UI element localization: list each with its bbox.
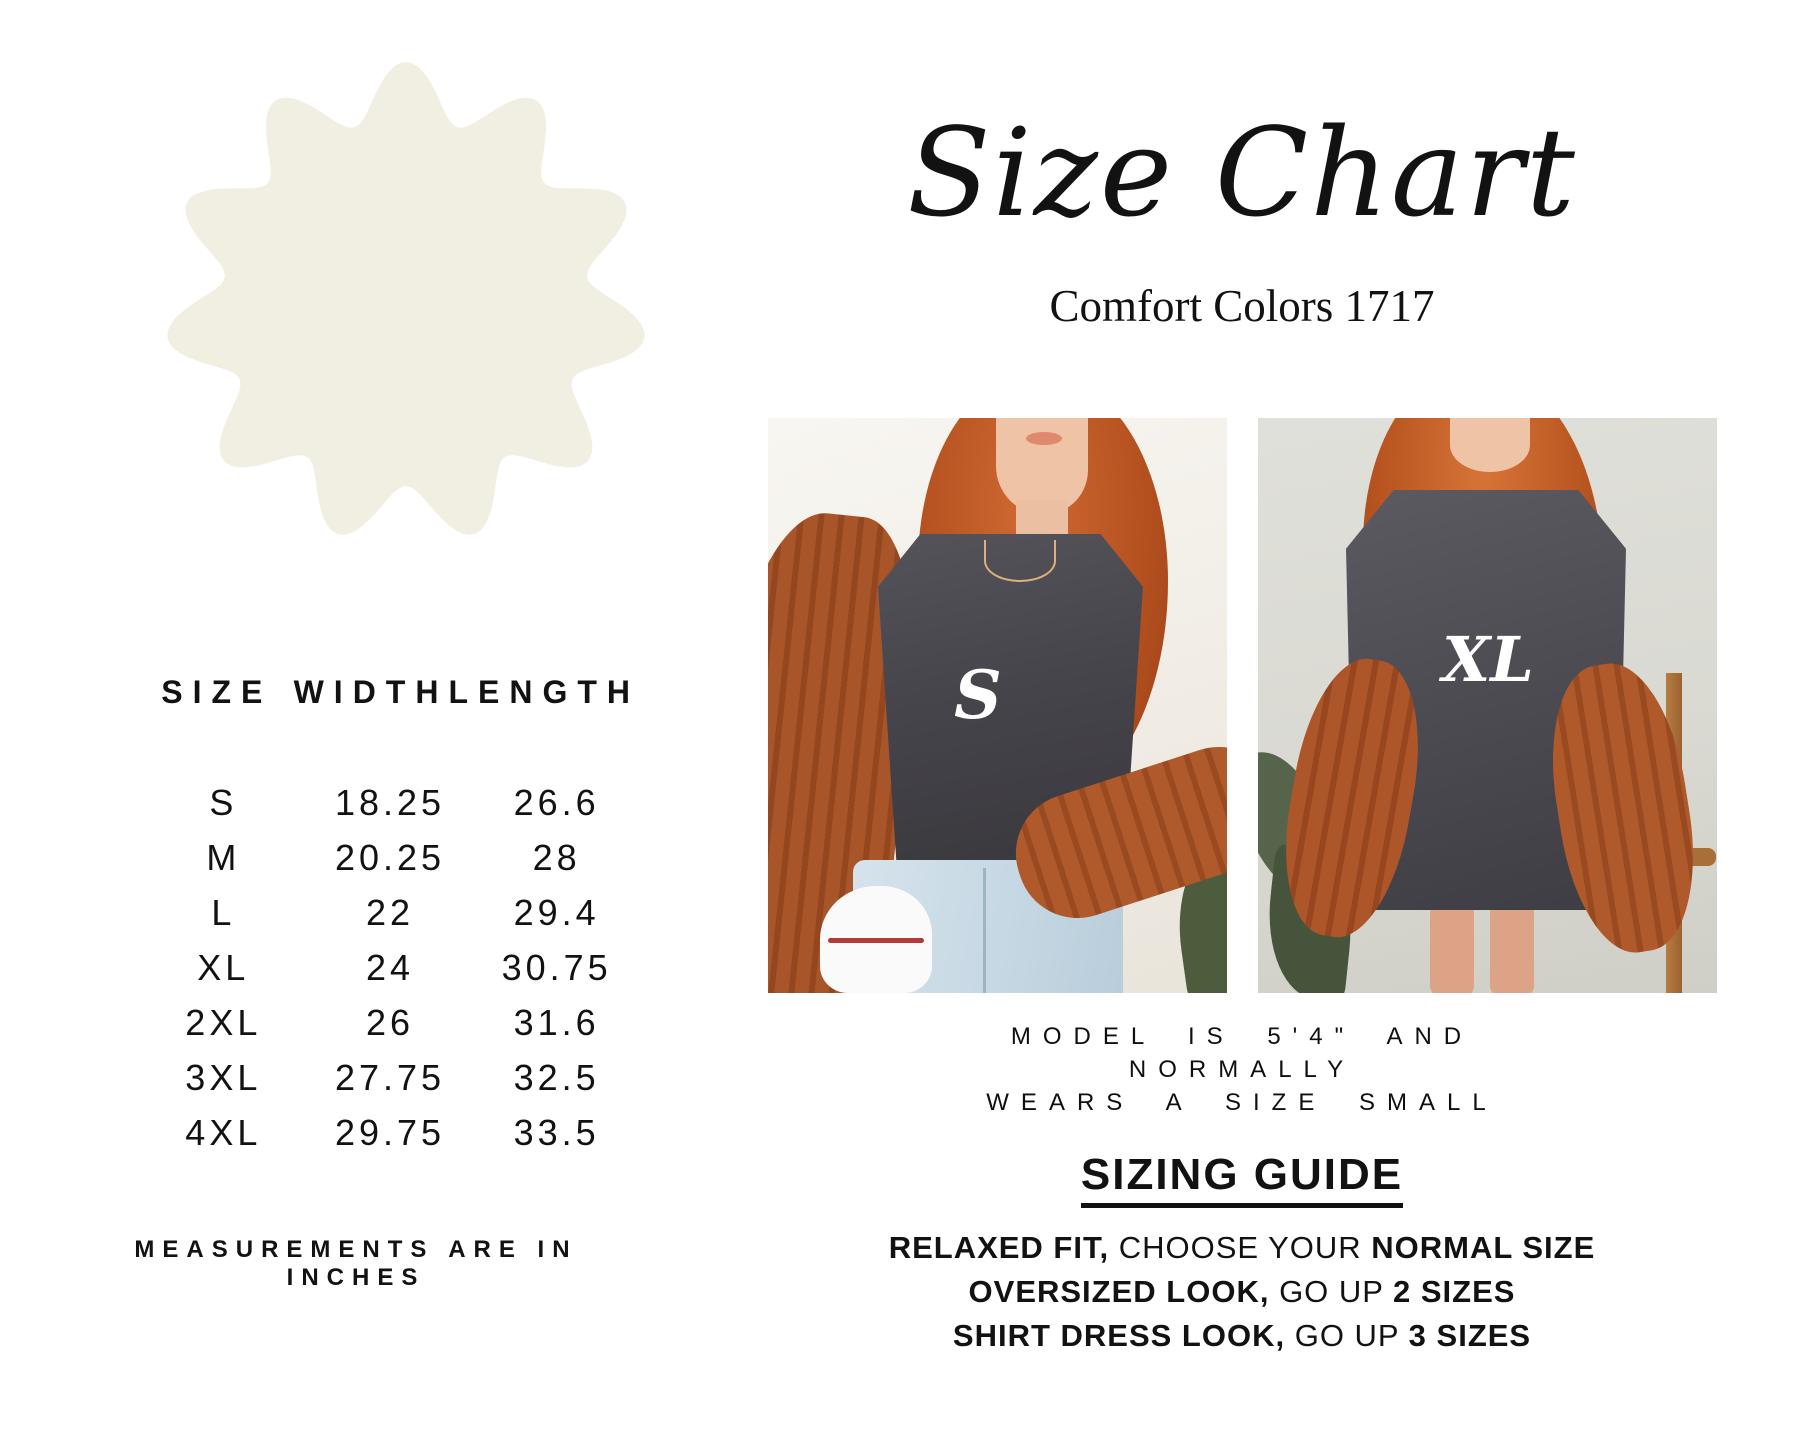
table-row <box>140 1002 640 1044</box>
model-face <box>1450 418 1530 472</box>
header-size: SIZE <box>161 674 273 710</box>
cell-width: 22 <box>365 892 415 933</box>
page-subtitle: Comfort Colors 1717 <box>1049 281 1435 331</box>
cell-size: S <box>209 782 238 823</box>
jeans-seam <box>983 868 986 993</box>
scalloped-blob-path <box>168 62 645 535</box>
guide-bold: SHIRT DRESS LOOK, <box>952 1318 1286 1353</box>
sizing-guide-line <box>842 1270 1642 1314</box>
sizing-guide-line <box>842 1314 1642 1358</box>
sneaker-stripe <box>828 938 924 943</box>
table-row <box>140 1057 640 1099</box>
guide-bold: 3 SIZES <box>1408 1318 1532 1353</box>
cell-length: 31.6 <box>513 1002 600 1043</box>
model-caption-line2: WEARS A SIZE SMALL <box>986 1089 1498 1116</box>
cell-size: 2XL <box>185 1002 262 1043</box>
cell-size: M <box>206 837 241 878</box>
table-row <box>140 892 640 934</box>
sizing-guide-heading: SIZING GUIDE <box>1081 1150 1403 1208</box>
cell-length: 29.4 <box>513 892 600 933</box>
header-length: LENGTH <box>448 674 640 710</box>
cell-width: 24 <box>365 947 415 988</box>
page-title: Size Chart <box>907 102 1577 244</box>
table-row <box>140 947 640 989</box>
guide-regular: CHOOSE YOUR <box>1109 1230 1372 1265</box>
guide-bold: NORMAL SIZE <box>1371 1230 1596 1265</box>
cell-size: L <box>211 892 236 933</box>
table-row <box>140 782 640 824</box>
guide-regular: GO UP <box>1269 1274 1394 1309</box>
size-table-header <box>140 674 640 711</box>
cell-length: 33.5 <box>513 1112 600 1153</box>
scalloped-blob-shape <box>163 60 649 546</box>
cell-width: 29.75 <box>334 1112 446 1153</box>
necklace <box>984 540 1056 582</box>
guide-bold: 2 SIZES <box>1393 1274 1516 1309</box>
sizing-guide-lines <box>842 1226 1642 1358</box>
model-photo-size-xl <box>1258 418 1717 993</box>
cell-width: 27.75 <box>334 1057 446 1098</box>
shirt-size-label-xl: XL <box>1442 623 1534 696</box>
cell-size: 4XL <box>185 1112 262 1153</box>
model-caption-line1: MODEL IS 5'4" AND NORMALLY <box>1010 1023 1474 1083</box>
model-photo-size-s <box>768 418 1227 993</box>
model-leg <box>1490 896 1534 993</box>
cell-length: 30.75 <box>501 947 612 988</box>
cell-size: 3XL <box>185 1057 262 1098</box>
model-leg <box>1430 896 1474 993</box>
cell-width: 20.25 <box>334 837 446 878</box>
jacket-sleeve <box>1536 655 1710 962</box>
model-caption <box>892 1020 1592 1119</box>
sizing-guide-heading-wrap <box>892 1150 1592 1208</box>
scalloped-blob-svg <box>163 60 649 546</box>
size-table-body <box>140 782 640 1154</box>
guide-regular: GO UP <box>1285 1318 1409 1353</box>
table-row <box>140 837 640 879</box>
sizing-guide-line <box>842 1226 1642 1270</box>
cell-width: 26 <box>365 1002 415 1043</box>
cell-size: XL <box>197 947 250 988</box>
cell-length: 28 <box>532 837 581 878</box>
cell-width: 18.25 <box>334 782 446 823</box>
model-lips <box>1026 432 1062 445</box>
table-row <box>140 1112 640 1154</box>
cell-length: 26.6 <box>513 782 600 823</box>
shirt-size-label-s: S <box>954 656 1002 734</box>
guide-bold: OVERSIZED LOOK, <box>968 1274 1270 1309</box>
cell-length: 32.5 <box>513 1057 600 1098</box>
header-width: WIDTH <box>293 674 449 710</box>
guide-bold: RELAXED FIT, <box>888 1230 1110 1265</box>
measurements-note: MEASUREMENTS ARE IN INCHES <box>134 1236 578 1291</box>
